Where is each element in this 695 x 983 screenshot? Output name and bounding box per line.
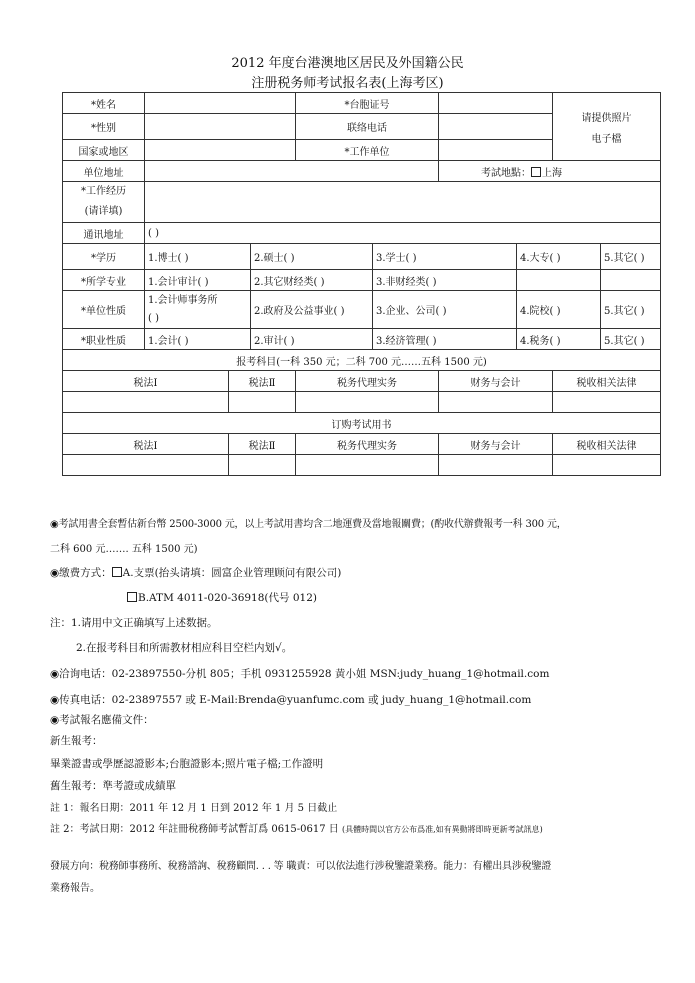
payment-method xyxy=(50,565,341,580)
job-type-option-3[interactable]: 3.经济管理( ) xyxy=(373,329,517,350)
country-label: 国家或地区 xyxy=(63,140,145,161)
form-subtitle: 注册税务师考试报名表(上海考区) xyxy=(251,76,444,91)
note-2: 2.在报考科目和所需教材相应科目空栏内划√。 xyxy=(76,642,293,654)
footnote-2 xyxy=(50,820,543,835)
work-history-label-2: (请详填) xyxy=(84,206,123,217)
unit-type-option-1-line1: 1.会计师事务所 xyxy=(148,294,218,306)
subject-header-2: 税法Ⅱ xyxy=(229,371,296,392)
book-check-4[interactable] xyxy=(439,455,553,476)
job-type-option-4[interactable]: 4.税务( ) xyxy=(517,329,601,350)
registration-form-table xyxy=(62,92,661,476)
education-option-2[interactable]: 2.硕士( ) xyxy=(251,244,373,270)
payment-option-b: B.ATM 4011-020-36918(代号 012) xyxy=(138,592,317,604)
subject-check-1[interactable] xyxy=(63,392,229,413)
work-unit-label: *工作单位 xyxy=(296,140,439,161)
book-header-5: 税收相关法律 xyxy=(553,434,661,455)
book-header-2: 税法Ⅱ xyxy=(229,434,296,455)
work-history-field[interactable] xyxy=(145,182,661,223)
book-check-5[interactable] xyxy=(553,455,661,476)
book-header-3: 税务代理实务 xyxy=(296,434,439,455)
fax-info: ◉传真电话：02-23897557 或 E-Mail:Brenda@yuanfumc.com 或 judy_huang_1@hotmail.com xyxy=(50,694,532,706)
job-type-option-1[interactable]: 1.会计( ) xyxy=(145,329,251,350)
job-type-label: *职业性质 xyxy=(63,329,145,350)
phone-field[interactable] xyxy=(439,114,553,140)
subjects-header: 报考科目(一科 350 元；二科 700 元……五科 1500 元) xyxy=(63,350,661,371)
career-line2: 業務報告。 xyxy=(50,883,100,894)
major-blank-1 xyxy=(517,270,601,291)
subject-header-4: 财务与会计 xyxy=(439,371,553,392)
photo-label-2: 电子檔 xyxy=(591,133,622,145)
job-type-option-2[interactable]: 2.审计( ) xyxy=(251,329,373,350)
subject-check-2[interactable] xyxy=(229,392,296,413)
subject-header-1: 税法Ⅰ xyxy=(63,371,229,392)
book-header-4: 财务与会计 xyxy=(439,434,553,455)
subject-check-3[interactable] xyxy=(296,392,439,413)
subject-check-4[interactable] xyxy=(439,392,553,413)
major-option-2[interactable]: 2.其它财经类( ) xyxy=(251,270,373,291)
form-title: 2012 年度台港澳地区居民及外国籍公民 xyxy=(231,56,464,71)
payment-option-a: A.支票(抬头请填：圆富企业管理顾问有限公司) xyxy=(122,567,342,579)
name-label: *姓名 xyxy=(63,93,145,114)
job-type-option-5[interactable]: 5.其它( ) xyxy=(601,329,661,350)
payment-a-checkbox[interactable] xyxy=(112,567,122,577)
name-field[interactable] xyxy=(145,93,296,114)
subject-check-5[interactable] xyxy=(553,392,661,413)
gender-field[interactable] xyxy=(145,114,296,140)
contact-info: ◉洽询电话：02-23897550-分机 805；手机 0931255928 黄小姐 MSN:judy_huang_1@hotmail.com xyxy=(50,668,550,680)
book-header-1: 税法Ⅰ xyxy=(63,434,229,455)
unit-type-option-2[interactable]: 2.政府及公益事业( ) xyxy=(251,291,373,329)
photo-cell[interactable] xyxy=(553,93,661,161)
unit-type-option-1-line2: ( ) xyxy=(148,312,159,324)
payment-b-checkbox[interactable] xyxy=(127,592,137,602)
taiwan-id-label: *台胞证号 xyxy=(296,93,439,114)
education-label: *学历 xyxy=(63,244,145,270)
footnote-2-main: 註 2：考試日期：2012 年註冊稅務師考試暫訂爲 0615-0617 日 xyxy=(50,824,339,835)
major-option-3[interactable]: 3.非财经类( ) xyxy=(373,270,517,291)
work-unit-field[interactable] xyxy=(439,140,553,161)
footnote-2-small: (具體時間以官方公布爲准,如有異動將即時更新考試訊息) xyxy=(342,825,543,834)
payment-method-b xyxy=(127,590,317,605)
unit-address-field[interactable] xyxy=(145,161,439,182)
new-applicant-docs: 畢業證書或學歷認證影本;台胞證影本;照片電子檔;工作證明 xyxy=(50,758,324,770)
book-check-2[interactable] xyxy=(229,455,296,476)
subject-header-5: 税收相关法律 xyxy=(553,371,661,392)
education-option-4[interactable]: 4.大专( ) xyxy=(517,244,601,270)
new-applicant-label: 新生報考： xyxy=(50,735,103,747)
unit-type-option-1[interactable] xyxy=(145,291,251,329)
fee-note-line1: ◉考試用書全套暫估新台幣 2500-3000 元，以上考試用書均含二地運費及當地報關費；(酌收代辦費報考一科 300 元， xyxy=(50,519,567,530)
mailing-address-field[interactable]: ( ) xyxy=(145,223,661,244)
exam-location-cell xyxy=(439,161,661,182)
unit-type-label: *单位性质 xyxy=(63,291,145,329)
education-option-1[interactable]: 1.博士( ) xyxy=(145,244,251,270)
gender-label: *性别 xyxy=(63,114,145,140)
note-1: 注：1.请用中文正确填写上述数据。 xyxy=(50,617,218,629)
phone-label: 联络电话 xyxy=(296,114,439,140)
book-check-1[interactable] xyxy=(63,455,229,476)
exam-location-label: 考試地點： xyxy=(481,167,532,179)
unit-address-label: 单位地址 xyxy=(63,161,145,182)
exam-location-checkbox[interactable] xyxy=(531,167,541,177)
career-line1: 發展方向：稅務師事務所、稅務諮詢、稅務顧問. . . 等 職責：可以依法進行涉稅鑒證業務。能力：有權出具涉稅鑒證 xyxy=(50,861,552,872)
payment-label: ◉缴费方式： xyxy=(50,567,112,579)
unit-type-option-5[interactable]: 5.其它( ) xyxy=(601,291,661,329)
taiwan-id-field[interactable] xyxy=(439,93,553,114)
old-applicant-docs: 舊生報考：準考證或成績單 xyxy=(50,780,176,792)
education-option-5[interactable]: 5.其它( ) xyxy=(601,244,661,270)
major-blank-2 xyxy=(601,270,661,291)
footnote-1: 註 1：報名日期：2011 年 12 月 1 日到 2012 年 1 月 5 日截止 xyxy=(50,803,338,814)
education-option-3[interactable]: 3.学士( ) xyxy=(373,244,517,270)
work-history-label-1: *工作经历 xyxy=(81,186,126,197)
book-check-3[interactable] xyxy=(296,455,439,476)
fee-note-line2: 二科 600 元……. 五科 1500 元) xyxy=(50,544,198,555)
unit-type-option-4[interactable]: 4.院校( ) xyxy=(517,291,601,329)
unit-type-option-3[interactable]: 3.企业、公司( ) xyxy=(373,291,517,329)
country-field[interactable] xyxy=(145,140,296,161)
required-docs-header: ◉考試報名應備文件： xyxy=(50,714,154,726)
subject-header-3: 税务代理实务 xyxy=(296,371,439,392)
major-option-1[interactable]: 1.会计审计( ) xyxy=(145,270,251,291)
mailing-address-label: 通讯地址 xyxy=(63,223,145,244)
exam-location-option: 上海 xyxy=(542,167,563,179)
work-history-label xyxy=(63,182,145,223)
photo-label: 请提供照片 xyxy=(581,112,632,124)
major-label: *所学专业 xyxy=(63,270,145,291)
books-header: 订购考试用书 xyxy=(63,413,661,434)
